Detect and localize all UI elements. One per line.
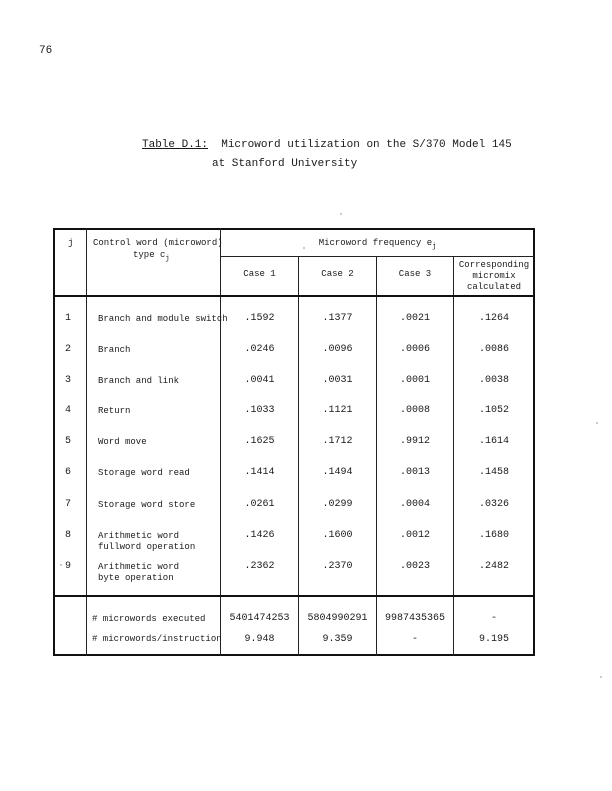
header-control-word-sub: j xyxy=(165,255,170,263)
row-case2: .0299 xyxy=(322,499,353,510)
scan-speck xyxy=(596,422,598,424)
row-j: 1 xyxy=(65,313,72,324)
header-control-word: Control word (microword) xyxy=(93,238,223,248)
totals-case3: 9987435365 xyxy=(384,613,445,624)
header-j: j xyxy=(68,238,74,248)
row-case2: .1377 xyxy=(322,313,353,324)
row-micromix: .1264 xyxy=(478,313,509,324)
row-case2: .1712 xyxy=(322,436,353,447)
row-case2: .0031 xyxy=(322,375,353,386)
row-case3: .0001 xyxy=(399,375,430,386)
totals-case3: - xyxy=(411,634,418,645)
row-case1: .1426 xyxy=(244,530,275,541)
row-case3: .0013 xyxy=(399,467,430,478)
row-case2: .1600 xyxy=(322,530,353,541)
totals-label: # microwords/instruction xyxy=(92,634,222,644)
caption-line2: at Stanford University xyxy=(212,158,358,170)
row-label-line2: byte operation xyxy=(98,573,174,583)
row-micromix: .2482 xyxy=(478,561,509,572)
header-frequency-text: Microword frequency e xyxy=(318,238,433,248)
row-label-line2: fullword operation xyxy=(98,542,196,552)
row-label: Branch xyxy=(98,345,131,355)
row-label: Storage word read xyxy=(98,468,190,478)
totals-micromix: - xyxy=(490,613,497,624)
header-micromix-3: calculated xyxy=(466,282,521,292)
row-j: 8 xyxy=(65,530,72,541)
row-case3: .0012 xyxy=(399,530,430,541)
totals-case1: 9.948 xyxy=(244,634,275,645)
row-case1: .1592 xyxy=(244,313,275,324)
header-frequency-group xyxy=(221,238,534,251)
row-micromix: .0086 xyxy=(478,344,509,355)
row-micromix: .0326 xyxy=(478,499,509,510)
row-case2: .0096 xyxy=(322,344,353,355)
row-micromix: .1680 xyxy=(478,530,509,541)
row-case3: .9912 xyxy=(399,436,430,447)
row-j: 5 xyxy=(65,436,72,447)
header-case1: Case 1 xyxy=(243,269,276,279)
header-control-word-type xyxy=(133,250,170,263)
row-case3: .0006 xyxy=(399,344,430,355)
row-case1: .0261 xyxy=(244,499,275,510)
header-case3: Case 3 xyxy=(398,269,432,279)
header-micromix-2: micromix xyxy=(472,271,516,281)
row-case3: .0008 xyxy=(399,405,430,416)
totals-case2: 5804990291 xyxy=(307,613,368,624)
row-case1: .0041 xyxy=(244,375,275,386)
totals-label: # microwords executed xyxy=(92,614,206,624)
row-case2: .1494 xyxy=(322,467,353,478)
caption-label: Table D.1: xyxy=(142,139,209,151)
row-case3: .0004 xyxy=(399,499,430,510)
caption-line1: Microword utilization on the S/370 Model 145 xyxy=(221,139,512,151)
scan-speck xyxy=(340,213,342,215)
row-micromix: .1458 xyxy=(478,467,509,478)
row-micromix: .1052 xyxy=(478,405,509,416)
col-divider-j xyxy=(86,228,87,656)
row-j: 9 xyxy=(65,561,72,572)
row-label: Branch and module switch xyxy=(98,314,228,324)
page-number: 76 xyxy=(39,45,53,57)
row-label: Storage word store xyxy=(98,500,196,510)
header-control-word-type-text: type c xyxy=(133,250,166,260)
row-case1: .1033 xyxy=(244,405,275,416)
row-case1: .2362 xyxy=(244,561,275,572)
scan-speck xyxy=(60,564,62,566)
row-j: 2 xyxy=(65,344,72,355)
header-micromix-1: Corresponding xyxy=(458,260,530,270)
row-micromix: .1614 xyxy=(478,436,509,447)
table-caption xyxy=(142,139,512,151)
row-j: 6 xyxy=(65,467,72,478)
scan-speck xyxy=(600,676,602,678)
header-bottom-rule xyxy=(54,295,534,297)
row-label: Arithmetic word xyxy=(98,562,180,572)
row-j: 7 xyxy=(65,499,72,510)
row-case3: .0021 xyxy=(399,313,430,324)
totals-micromix: 9.195 xyxy=(478,634,509,645)
header-case2: Case 2 xyxy=(321,269,354,279)
totals-case2: 9.359 xyxy=(322,634,353,645)
row-case2: .1121 xyxy=(322,405,353,416)
row-label: Arithmetic word xyxy=(98,531,180,541)
scan-speck xyxy=(303,247,305,249)
row-label: Branch and link xyxy=(98,376,180,386)
row-j: 3 xyxy=(65,375,72,386)
row-j: 4 xyxy=(65,405,72,416)
header-frequency-sub: j xyxy=(432,243,437,251)
row-case1: .1625 xyxy=(244,436,275,447)
row-micromix: .0038 xyxy=(478,375,509,386)
row-label: Word move xyxy=(98,437,147,447)
row-case1: .1414 xyxy=(244,467,275,478)
row-label: Return xyxy=(98,406,131,416)
row-case1: .0246 xyxy=(244,344,275,355)
row-case3: .0023 xyxy=(399,561,430,572)
header-subrule xyxy=(221,256,534,257)
row-case2: .2370 xyxy=(322,561,353,572)
totals-top-rule xyxy=(54,595,534,597)
totals-case1: 5401474253 xyxy=(229,613,290,624)
